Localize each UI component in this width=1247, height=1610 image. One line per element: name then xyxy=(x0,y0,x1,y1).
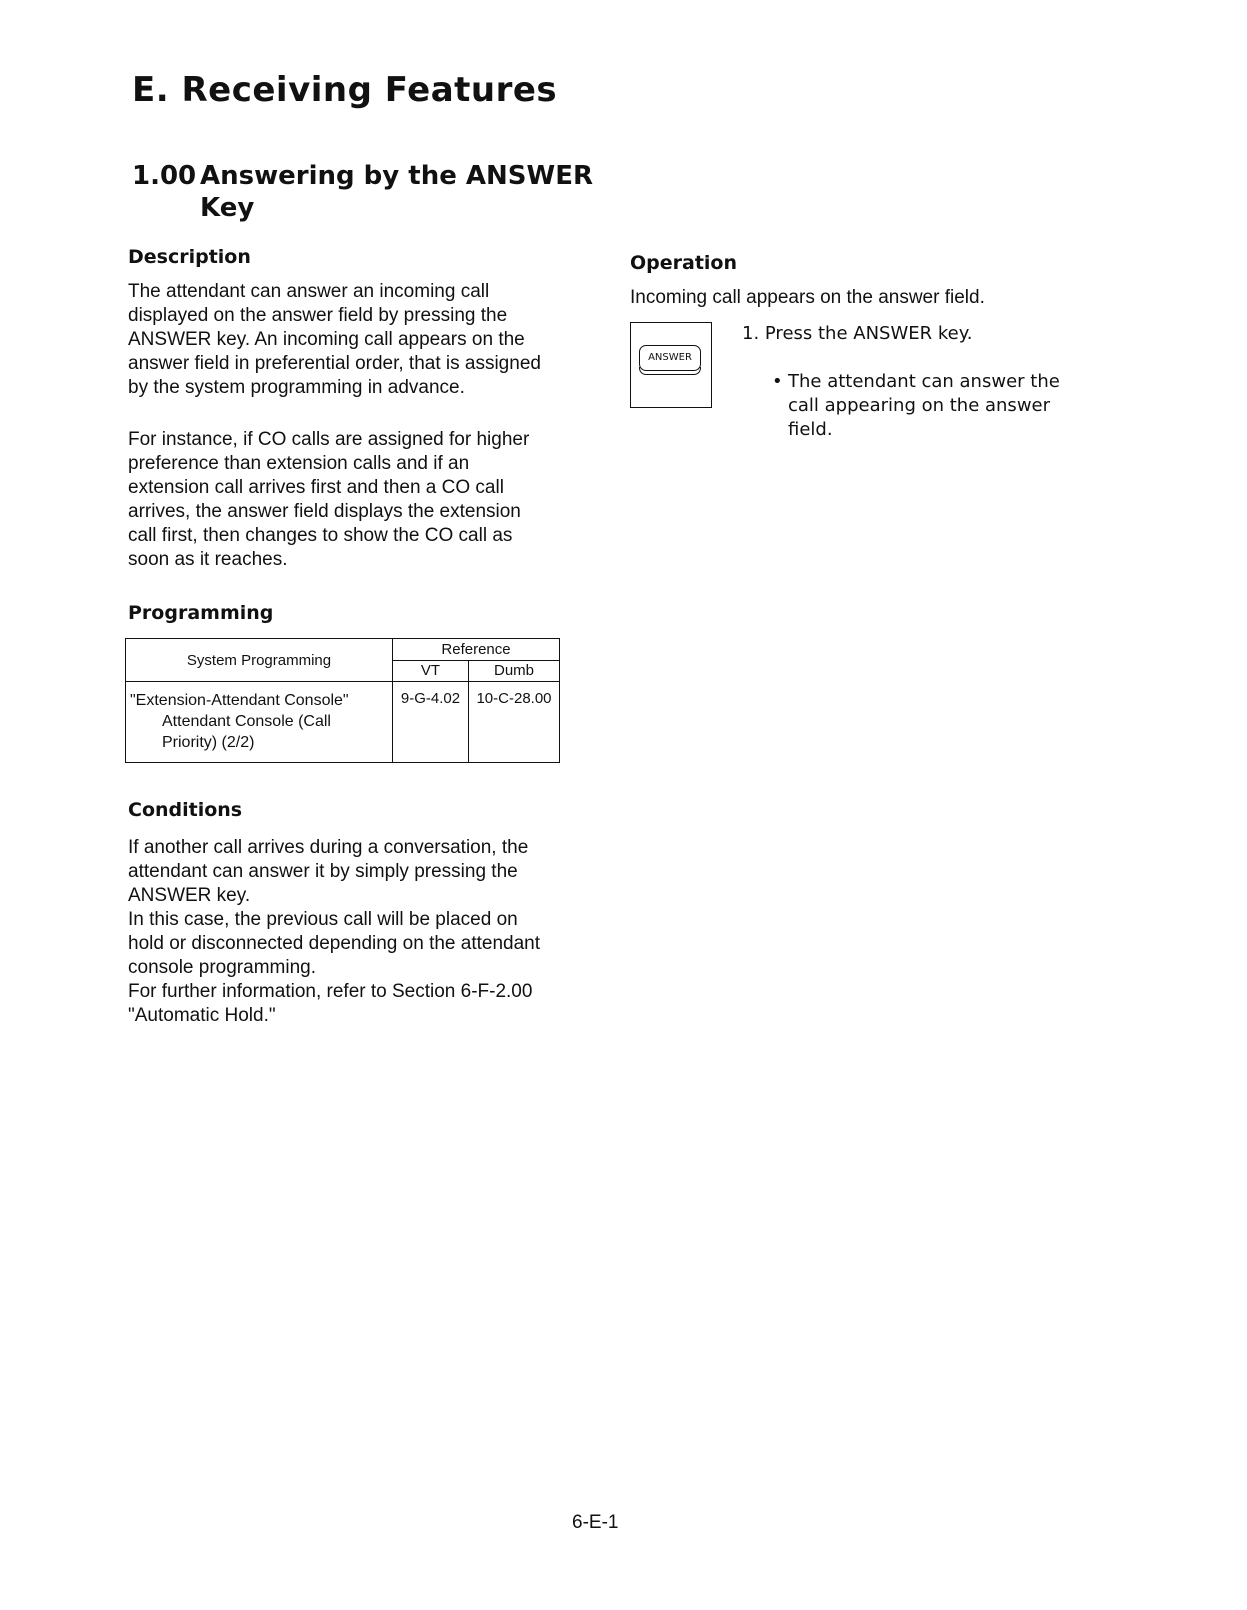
description-heading: Description xyxy=(128,246,251,268)
text-line: extension call arrives first and then a CO call xyxy=(128,477,504,498)
system-programming-line-1: "Extension-Attendant Console" xyxy=(130,692,349,709)
operation-intro: Incoming call appears on the answer field. xyxy=(630,287,985,308)
column-header-vt: VT xyxy=(393,660,469,682)
text-line: call first, then changes to show the CO call as xyxy=(128,525,513,546)
text-line: hold or disconnected depending on the attendant xyxy=(128,933,540,954)
text-line: For further information, refer to Section 6-F-2.00 xyxy=(128,981,533,1002)
text-line: answer field in preferential order, that is assigned xyxy=(128,353,541,374)
answer-key-illustration xyxy=(630,322,712,408)
text-line: soon as it reaches. xyxy=(128,549,288,570)
operation-note xyxy=(788,370,1060,442)
description-paragraph-2 xyxy=(128,428,529,572)
conditions-heading: Conditions xyxy=(128,799,243,821)
column-header-dumb: Dumb xyxy=(469,660,560,682)
programming-table xyxy=(125,638,560,763)
description-paragraph-1 xyxy=(128,280,541,400)
page-number: 6-E-1 xyxy=(572,1512,619,1533)
operation-note-bullet: • xyxy=(772,371,783,392)
system-programming-line-3: Priority) (2/2) xyxy=(162,734,255,751)
chapter-title: E. Receiving Features xyxy=(132,70,558,110)
text-line: The attendant can answer the xyxy=(788,371,1060,392)
text-line: If another call arrives during a conversation, the xyxy=(128,837,529,858)
text-line: ANSWER key. xyxy=(128,885,251,906)
answer-key-base xyxy=(639,367,701,375)
text-line: displayed on the answer field by pressing the xyxy=(128,305,508,326)
text-line: call appearing on the answer xyxy=(788,395,1051,416)
column-header-reference: Reference xyxy=(393,639,560,661)
text-line: console programming. xyxy=(128,957,316,978)
section-title xyxy=(132,160,600,224)
conditions-paragraph xyxy=(128,836,540,1028)
text-line: arrives, the answer field displays the extension xyxy=(128,501,521,522)
vt-reference-cell: 9-G-4.02 xyxy=(393,690,469,763)
text-line: attendant can answer it by simply pressing the xyxy=(128,861,518,882)
text-line: preference than extension calls and if an xyxy=(128,453,470,474)
text-line: "Automatic Hold." xyxy=(128,1005,276,1026)
operation-step-1: 1. Press the ANSWER key. xyxy=(742,323,973,344)
section-heading: Answering by the ANSWER Key xyxy=(200,161,593,223)
text-line: ANSWER key. An incoming call appears on the xyxy=(128,329,525,350)
text-line: by the system programming in advance. xyxy=(128,377,465,398)
answer-key-icon: ANSWER xyxy=(639,345,701,371)
text-line: For instance, if CO calls are assigned for higher xyxy=(128,429,530,450)
column-header-system-programming: System Programming xyxy=(126,639,393,682)
text-line: field. xyxy=(788,419,833,440)
programming-heading: Programming xyxy=(128,602,274,624)
section-number: 1.00 xyxy=(132,161,197,191)
system-programming-line-2: Attendant Console (Call xyxy=(162,713,331,730)
text-line: The attendant can answer an incoming call xyxy=(128,281,490,302)
text-line: In this case, the previous call will be placed on xyxy=(128,909,518,930)
table-row xyxy=(126,690,560,763)
dumb-reference-cell: 10-C-28.00 xyxy=(469,690,560,763)
operation-heading: Operation xyxy=(630,252,738,274)
system-programming-cell xyxy=(126,690,393,763)
